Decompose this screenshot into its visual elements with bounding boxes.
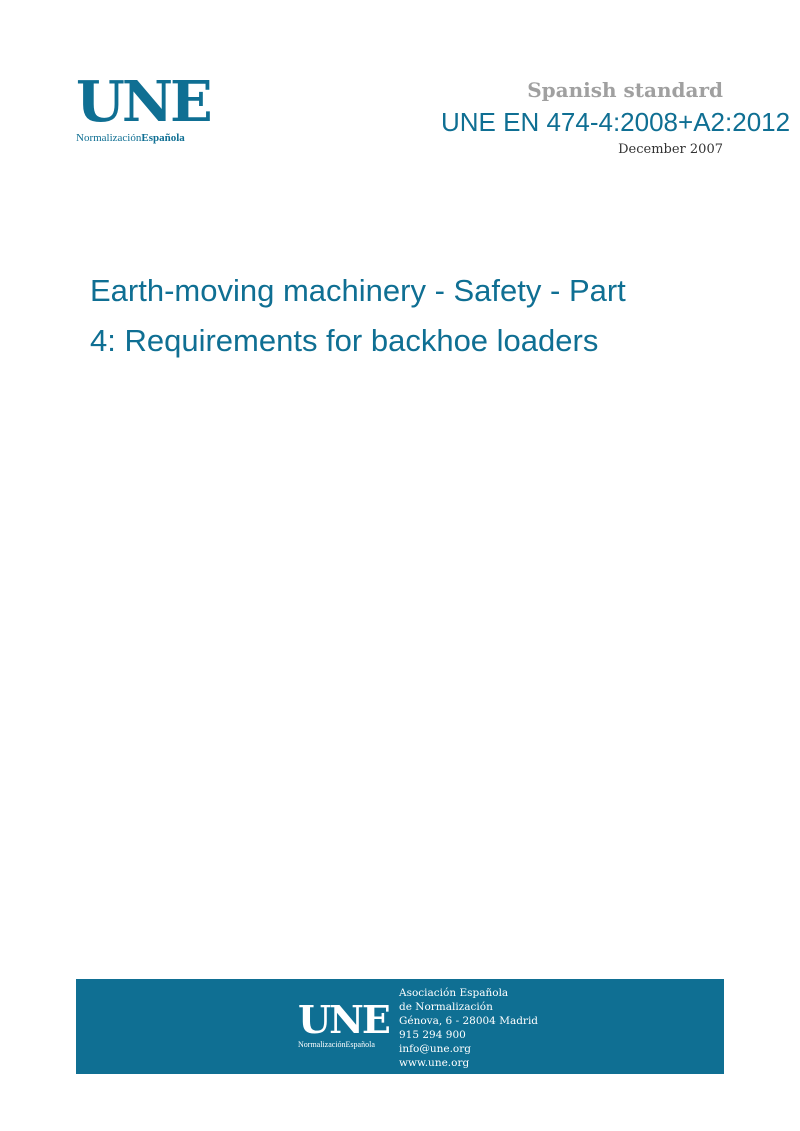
title-line-1: Earth-moving machinery - Safety - Part [90, 273, 626, 308]
title-line-2: 4: Requirements for backhoe loaders [90, 323, 599, 358]
une-logo-subtitle: NormalizaciónEspañola [76, 132, 185, 144]
une-logo-mark: UNE [76, 69, 210, 135]
org-email[interactable]: info@une.org [399, 1043, 471, 1055]
footer-contact [399, 986, 538, 1070]
org-name-line-2: de Normalización [399, 1001, 493, 1013]
org-phone: 915 294 900 [399, 1029, 466, 1041]
footer-logo-subtitle: NormalizaciónEspañola [298, 1040, 375, 1049]
footer-logo-mark: UNE [298, 997, 389, 1042]
org-address: Génova, 6 - 28004 Madrid [399, 1015, 539, 1027]
footer-bar [76, 979, 724, 1074]
org-website[interactable]: www.une.org [399, 1057, 470, 1069]
document-title [90, 266, 690, 366]
footer-une-logo [298, 997, 398, 1051]
standard-code: UNE EN 474-4:2008+A2:2012 [441, 107, 791, 137]
standard-date: December 2007 [618, 142, 723, 157]
org-name-line-1: Asociación Española [399, 987, 509, 999]
standard-type: Spanish standard [527, 78, 723, 102]
une-logo [76, 69, 210, 144]
